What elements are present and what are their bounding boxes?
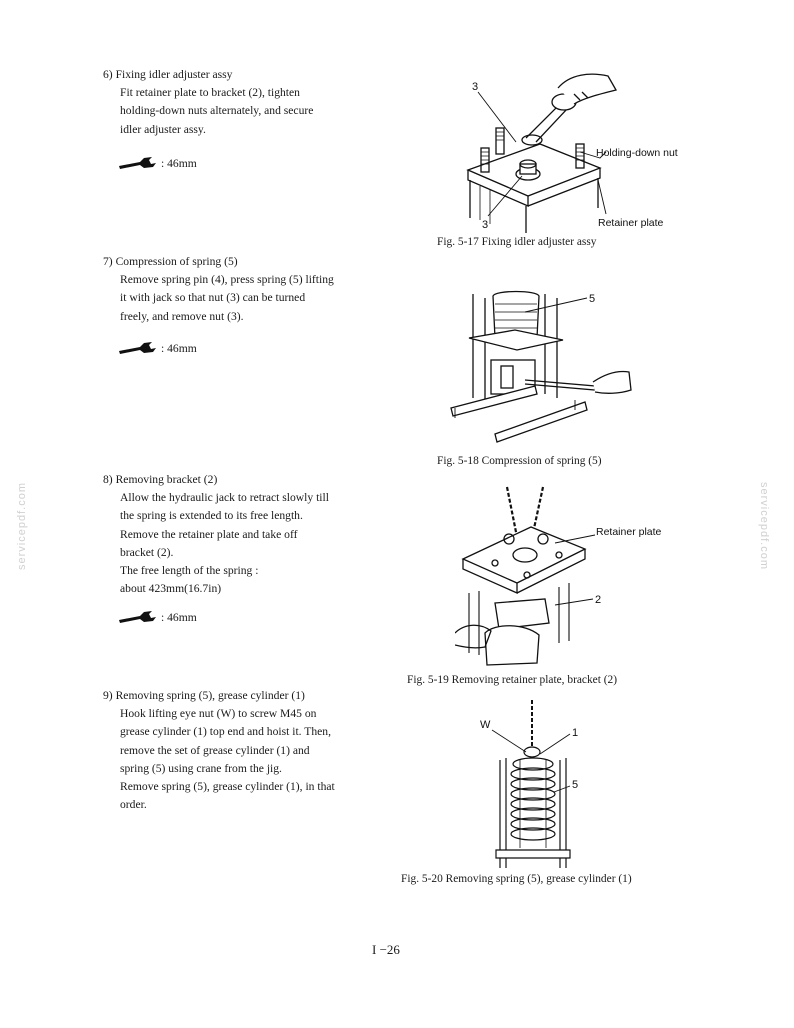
caption-fig-5-17: Fig. 5-17 Fixing idler adjuster assy	[437, 236, 597, 248]
fig20-label-cylinder: 1	[572, 727, 579, 739]
step-6-line: holding-down nuts alternately, and secure	[120, 104, 314, 118]
figure-5-20-illustration	[470, 700, 600, 870]
step-9-line: Remove spring (5), grease cylinder (1), in that	[120, 780, 335, 794]
wrench-spec-8: : 46mm	[118, 610, 197, 624]
figure-5-19-illustration	[455, 483, 680, 668]
wrench-spec-6: : 46mm	[118, 156, 197, 170]
fig20-label-w: W	[480, 719, 491, 731]
spring-free-length: about 423mm(16.7in)	[120, 582, 222, 596]
fig17-label-nut: Holding-down nut	[596, 147, 678, 159]
fig20-label-spring: 5	[572, 779, 579, 791]
step-8-heading: 8) Removing bracket (2)	[103, 473, 218, 486]
step-6-line: Fit retainer plate to bracket (2), tighten	[120, 86, 300, 100]
step-9-line: spring (5) using crane from the jig.	[120, 761, 282, 775]
step-6	[103, 66, 375, 139]
fig17-label-plate: Retainer plate	[598, 217, 664, 229]
figure-5-18-illustration	[445, 290, 635, 450]
caption-fig-5-18: Fig. 5-18 Compression of spring (5)	[437, 455, 602, 467]
fig17-label-top: 3	[472, 81, 479, 93]
wrench-icon	[118, 610, 158, 624]
step-7-line: freely, and remove nut (3).	[120, 309, 244, 323]
page-number: I −26	[372, 942, 400, 957]
figure-5-17-illustration	[440, 68, 690, 233]
step-9-line: order.	[120, 798, 147, 812]
step-9-line: Hook lifting eye nut (W) to screw M45 on	[120, 707, 317, 721]
step-7-line: Remove spring pin (4), press spring (5) lifting	[120, 273, 334, 287]
caption-fig-5-19: Fig. 5-19 Removing retainer plate, bracket (2)	[407, 674, 618, 686]
watermark-left: servicepdf.com	[15, 482, 28, 570]
fig19-label-bracket: 2	[595, 594, 602, 606]
step-9-line: grease cylinder (1) top end and hoist it. Then,	[120, 725, 331, 739]
step-9-heading: 9) Removing spring (5), grease cylinder (1)	[103, 689, 305, 702]
step-8-line: bracket (2).	[120, 545, 174, 559]
step-8-line: Allow the hydraulic jack to retract slowly till	[120, 491, 329, 505]
step-8-line: The free length of the spring :	[120, 564, 259, 578]
wrench-icon	[118, 156, 158, 170]
step-8-line: Remove the retainer plate and take off	[120, 527, 298, 541]
wrench-icon	[118, 341, 158, 355]
watermark-right: servicepdf.com	[757, 482, 770, 570]
step-6-line: idler adjuster assy.	[120, 122, 206, 136]
fig17-label-bottom: 3	[482, 219, 489, 231]
caption-fig-5-20: Fig. 5-20 Removing spring (5), grease cylinder (1)	[401, 873, 632, 885]
step-8	[103, 471, 375, 598]
step-7	[103, 253, 375, 326]
step-9-line: remove the set of grease cylinder (1) and	[120, 743, 310, 757]
step-9	[103, 687, 375, 814]
step-7-line: it with jack so that nut (3) can be turned	[120, 291, 306, 305]
step-6-heading: 6) Fixing idler adjuster assy	[103, 68, 233, 81]
fig18-label-spring: 5	[589, 293, 596, 305]
wrench-spec-7: : 46mm	[118, 341, 197, 355]
fig19-label-plate: Retainer plate	[596, 526, 662, 538]
step-8-line: the spring is extended to its free length.	[120, 509, 303, 523]
step-7-heading: 7) Compression of spring (5)	[103, 255, 238, 268]
